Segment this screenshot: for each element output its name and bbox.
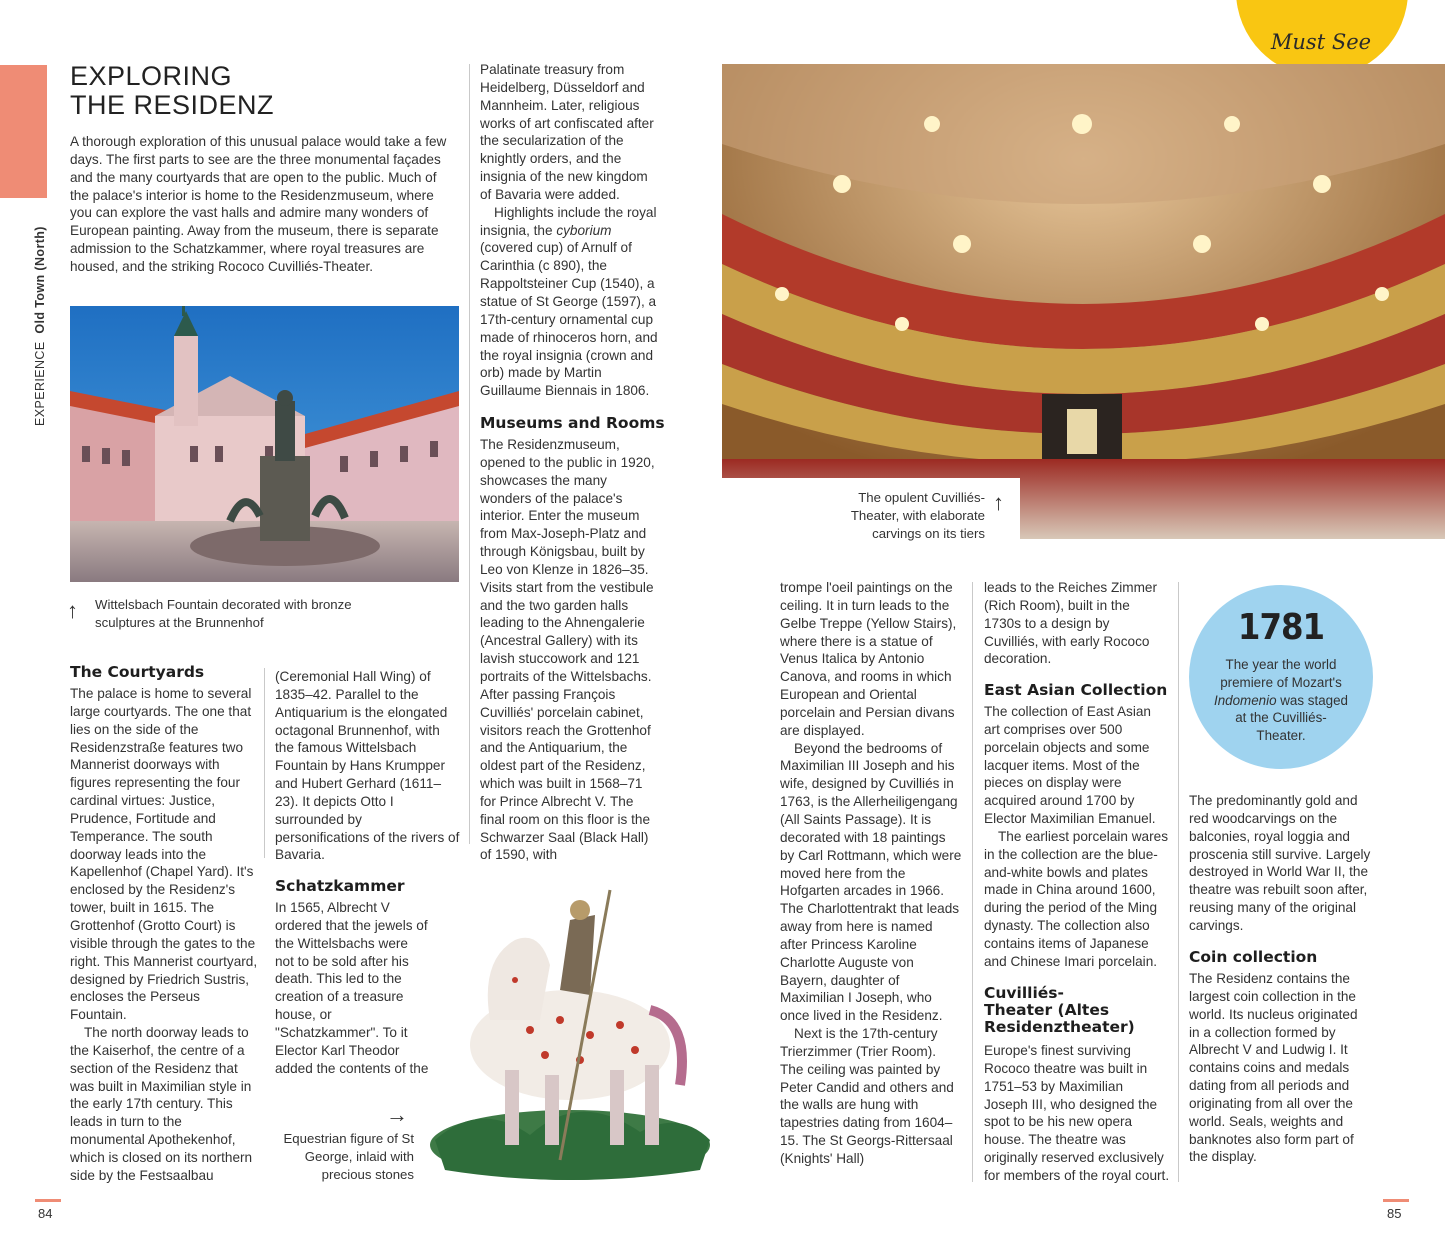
museums-p4: Next is the 17th-century Trierzimmer (Trier Room). The ceiling was painted by Peter Candid and others and the walls are hung with tapestries dating from 1604–15. The St Georgs-Rittersaal (Knights' Hall) — [780, 1026, 954, 1166]
must-see-label: Must See — [1270, 30, 1372, 54]
theater-heading — [984, 985, 1135, 1036]
st-george-statue-photo — [420, 870, 720, 1190]
page-number-right-rule — [1383, 1199, 1409, 1202]
courtyards-col1 — [70, 685, 260, 1185]
east-asian-p2: The earliest porcelain wares in the collection are the blue-and-white bowls and plates made in China around 1600, during the period of the Ming dynasty. The collection also contains items of Japanese and Chinese Imari porcelain. — [984, 828, 1169, 969]
st-george-statue-illustration — [420, 870, 720, 1190]
schatzkammer-heading: Schatzkammer — [275, 877, 405, 895]
schatzkammer-continued — [480, 61, 662, 400]
statue-caption-arrow: → — [386, 1102, 408, 1127]
theater-heading-line2: Theater (Altes — [984, 1001, 1110, 1019]
fountain-photo — [70, 306, 459, 582]
courtyards-p1: The palace is home to several large courtyards. The one that lies on the side of the Residenzstraße features two Mannerist doorways with figures representing the four cardinal virtues: Justice, Prudence, Fortitude and Temperance. The south doorway leads into the Kapellenhof (Chapel Yard). It's enclosed by the Residenz's tower, built in 1615. The Grottenhof (Grotto Court) is visible through the gates to the right. This Mannerist courtyard, designed by Friedrich Sustris, encloses the Perseus Fountain. — [70, 686, 258, 1023]
schatzkammer-col — [275, 899, 430, 1077]
courtyards-heading: The Courtyards — [70, 663, 205, 681]
museums-heading: Museums and Rooms — [480, 414, 665, 432]
page-number-left: 84 — [38, 1206, 53, 1221]
side-tab-marker — [0, 65, 47, 198]
museums-p3: Beyond the bedrooms of Maximilian III Joseph and his wife, designed by Cuvilliés in 1763, is the Allerheiligengang (All Saints Passage). It is decorated with 18 paintings by Carl Rottmann, which were moved here from the Hofgarten arcades in 1966. The Charlottentrakt that leads away from here is named after Princess Karoline Charlotte Auguste von Bayern, daughter of Maximilian I Joseph, who once lived in the Residenz. — [780, 740, 962, 1024]
page-title-line1: EXPLORING — [70, 61, 233, 91]
page-title — [70, 62, 274, 120]
fountain-caption-arrow: ↑ — [67, 598, 78, 623]
statue-caption: Equestrian figure of St George, inlaid with precious stones — [283, 1131, 414, 1182]
theater-p1: Europe's finest surviving Rococo theatre was built in 1751–53 by Maximilian Joseph III, who designed the spot to be his new opera house. The theatre was originally reserved exclusively for members of the royal court. — [984, 1043, 1170, 1183]
column-rule-2 — [469, 64, 470, 844]
museums-col2 — [780, 579, 962, 1168]
stat-text-italic: Indomenio — [1213, 692, 1277, 708]
coins-p1: The Residenz contains the largest coin collection in the world. Its nucleus originated in a collection formed by Albrecht V and Ludwig I. It contains coins and medals dating from all periods and originating from all over the world. Seals, weights and banknotes also form part of the display. — [1189, 971, 1358, 1165]
museums-col1 — [480, 436, 662, 864]
column-rule-1 — [264, 668, 265, 858]
schatzkammer-p1: In 1565, Albrecht V ordered that the jewels of the Wittelsbachs were not to be sold after his death. This led to the creation of a treasure house, or "Schatzkammer". To it Elector Karl Theodor added the contents of the — [275, 900, 429, 1076]
theater-photo — [722, 64, 1445, 539]
theater-col1 — [984, 1042, 1170, 1185]
stat-circle — [1189, 585, 1373, 769]
fountain-illustration — [70, 306, 459, 582]
theater-caption-arrow: ↑ — [993, 490, 1004, 515]
east-asian-heading: East Asian Collection — [984, 681, 1168, 699]
column-rule-3 — [972, 582, 973, 1182]
coins-col — [1189, 970, 1361, 1166]
east-asian-col — [984, 703, 1168, 971]
coins-heading: Coin collection — [1189, 948, 1318, 966]
theater-illustration — [722, 64, 1445, 539]
schatzkammer-p3 — [480, 204, 662, 400]
museums-p1: The Residenzmuseum, opened to the public in 1920, showcases the many wonders of the palace's interior. Enter the museum from Max-Joseph-Platz and through Königsbau, built by Leo von Klenze in 1826–35. Visits start from the vestibule and the two garden halls leading to the Ahnengalerie (Ancestral Gallery) with its lavish stuccowork and 121 portraits of the Wittelsbachs. After passing François Cuvilliés' porcelain cabinet, visitors reach the Grottenhof and the Antiquarium, the oldest part of the Residenz, which was built in 1568–71 for Prince Albrecht V. The final room on this floor is the Schwarzer Saal (Black Hall) of 1590, with — [480, 437, 655, 863]
side-tab-section: EXPERIENCE — [33, 341, 47, 426]
stat-text-b: was staged at the Cuvilliés-Theater. — [1235, 692, 1348, 744]
stat-text — [1211, 656, 1351, 745]
courtyards-p3: (Ceremonial Hall Wing) of 1835–42. Parallel to the Antiquarium is the elongated octagonal Brunnenhof, with the famous Wittelsbach Fountain by Hans Krumpper and Hubert Gerhard (1611–23). It depicts Otto I surrounded by personifications of the rivers of Bavaria. — [275, 669, 460, 863]
east-asian-p1: The collection of East Asian art comprises over 500 porcelain objects and some lacquer items. Most of the pieces on display were acquired around 1700 by Elector Maximilian Emanuel. — [984, 704, 1156, 827]
page-number-left-rule — [35, 1199, 61, 1202]
stat-number: 1781 — [1237, 607, 1325, 648]
theater-heading-line3: Residenztheater) — [984, 1018, 1135, 1036]
intro-paragraph — [70, 133, 458, 276]
museums-p2: trompe l'oeil paintings on the ceiling. It in turn leads to the Gelbe Treppe (Yellow Stairs), where there is a statue of Venus Italica by Antonio Canova, and rooms in which European and Oriental porcelain and Persian divans are displayed. — [780, 580, 957, 738]
theater-caption: The opulent Cuvilliés-Theater, with elaborate carvings on its tiers — [850, 490, 985, 541]
column-rule-4 — [1178, 582, 1179, 1182]
courtyards-col2 — [275, 668, 460, 864]
stat-text-a: The year the world premiere of Mozart's — [1220, 657, 1342, 690]
theater-p2: The predominantly gold and red woodcarvings on the balconies, royal loggia and proscenia still survive. Largely destroyed in World War II, the theatre was rebuilt soon after, reusing many of the original carvings. — [1189, 793, 1371, 933]
fountain-caption: Wittelsbach Fountain decorated with bronze sculptures at the Brunnenhof — [95, 597, 352, 630]
schatzkammer-p3-b: (covered cup) of Arnulf of Carinthia (c 890), the Rappoltsteiner Cup (1540), a statue of St George (1597), a 17th-century ornamental cup made of rhinoceros horn, and the royal insignia (crown and orb) made by Martin Guillaume Biennais in 1806. — [480, 240, 658, 399]
theater-col2 — [1189, 792, 1373, 935]
courtyards-p2: The north doorway leads to the Kaiserhof, the centre of a section of the Residenz that was built in Maximilian style in the early 17th century. This leads in turn to the monumental Apothekenhof, which is closed on its northern side by the Festsaalbau — [70, 1025, 253, 1183]
side-tab-label — [33, 226, 47, 426]
page-title-line2: THE RESIDENZ — [70, 90, 275, 120]
page-number-right: 85 — [1387, 1206, 1402, 1221]
theater-heading-line1: Cuvilliés- — [984, 984, 1064, 1002]
schatzkammer-p3-italic: cyborium — [556, 222, 612, 238]
museums-col3 — [984, 579, 1164, 668]
schatzkammer-p2: Palatinate treasury from Heidelberg, Düsseldorf and Mannheim. Later, religious works of art confiscated after the secularization of the knightly orders, and the insignia of the new kingdom of Bavaria were added. — [480, 62, 654, 202]
museums-p5: leads to the Reiches Zimmer (Rich Room), built in the 1730s to a design by Cuvilliés, with early Rococo decoration. — [984, 580, 1158, 667]
schatzkammer-p3-a: Highlights include the royal insignia, the — [480, 204, 657, 238]
side-tab-area: Old Town (North) — [33, 226, 47, 334]
intro-text: A thorough exploration of this unusual palace would take a few days. The first parts to see are the three monumental façades and the many courtyards that are open to the public. Much of the palace's interior is home to the Residenzmuseum, where you can explore the vast halls and admire many wonders of European painting. Away from the museum, there is separate admission to the Schatzkammer, where royal treasures are housed, and the striking Rococo Cuvilliés-Theater. — [70, 134, 447, 274]
